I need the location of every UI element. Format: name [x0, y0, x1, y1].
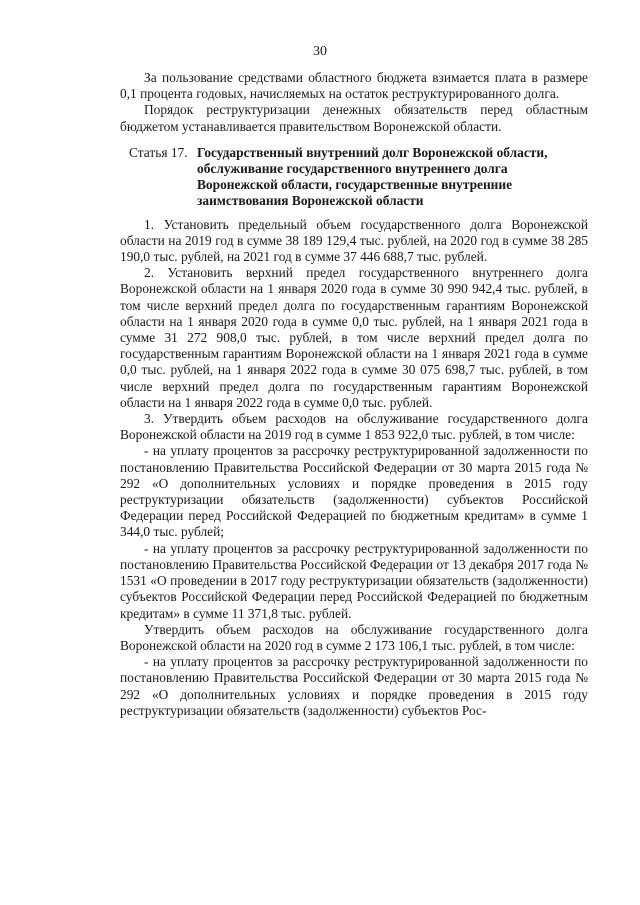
article-title: Государственный внутренний долг Воронежской области, обслуживание государственного внутреннего долга Воронежской области, государственные внутренние заимствования Воронежской области: [197, 144, 548, 209]
article-heading: [120, 145, 588, 210]
paragraph-payment-rate: За пользование средствами областного бюджета взимается плата в размере 0,1 процента годовых, начисляемых на остаток реструктурированного долга.: [120, 70, 588, 102]
list-item-interest-decree-292-2020: - на уплату процентов за рассрочку реструктурированной задолженности по постановлению Правительства Российской Федерации от 30 марта 2015 года № 292 «О дополнительных условиях и порядке проведения в 2015 году реструктуризации обязательств (задолженности) субъектов Рос-: [120, 654, 588, 718]
page-number: 30: [313, 44, 327, 59]
paragraph-restructuring-procedure: Порядок реструктуризации денежных обязательств перед областным бюджетом устанавливается правительством Воронежской области.: [120, 102, 588, 134]
paragraph-upper-debt-limit: 2. Установить верхний предел государственного внутреннего долга Воронежской области на 1 января 2020 года в сумме 30 990 942,4 тыс. рублей, в том числе верхний предел долга по государственным гарантиям Воронежской области на 1 января 2020 года в сумме 0,0 тыс. рублей, на 1 января 2021 года в сумме 31 272 908,0 тыс. рублей, в том числе верхний предел долга по государственным гарантиям Воронежской области на 1 января 2021 года в сумме 0,0 тыс. рублей, на 1 января 2022 года в сумме 30 075 698,7 тыс. рублей, в том числе верхний предел долга по государственным гарантиям Воронежской области на 1 января 2022 года в сумме 0,0 тыс. рублей.: [120, 265, 588, 410]
list-item-interest-decree-1531: - на уплату процентов за рассрочку реструктурированной задолженности по постановлению Правительства Российской Федерации от 13 декабря 2017 года № 1531 «О проведении в 2017 году реструктуризации обязательств (задолженности) субъектов Российской Федерации перед Российской Федерацией по бюджетным кредитам» в сумме 11 371,8 тыс. рублей.: [120, 540, 588, 621]
paragraph-debt-service-2019: 3. Утвердить объем расходов на обслуживание государственного долга Воронежской области на 2019 год в сумме 1 853 922,0 тыс. рублей, в том числе:: [120, 411, 588, 443]
article-label: Статья 17.: [129, 144, 188, 160]
paragraph-debt-service-2020: Утвердить объем расходов на обслуживание государственного долга Воронежской области на 2020 год в сумме 2 173 106,1 тыс. рублей, в том числе:: [120, 621, 588, 653]
document-body: [120, 70, 588, 719]
list-item-interest-decree-292: - на уплату процентов за рассрочку реструктурированной задолженности по постановлению Правительства Российской Федерации от 30 марта 2015 года № 292 «О дополнительных условиях и порядке проведения в 2015 году реструктуризации обязательств (задолженности) субъектов Российской Федерации перед Российской Федерацией по бюджетным кредитам» в сумме 1 344,0 тыс. рублей;: [120, 443, 588, 540]
paragraph-debt-limit: 1. Установить предельный объем государственного долга Воронежской области на 2019 год в сумме 38 189 129,4 тыс. рублей, на 2020 год в сумме 38 285 190,0 тыс. рублей, на 2021 год в сумме 37 446 688,7 тыс. рублей.: [120, 216, 588, 265]
